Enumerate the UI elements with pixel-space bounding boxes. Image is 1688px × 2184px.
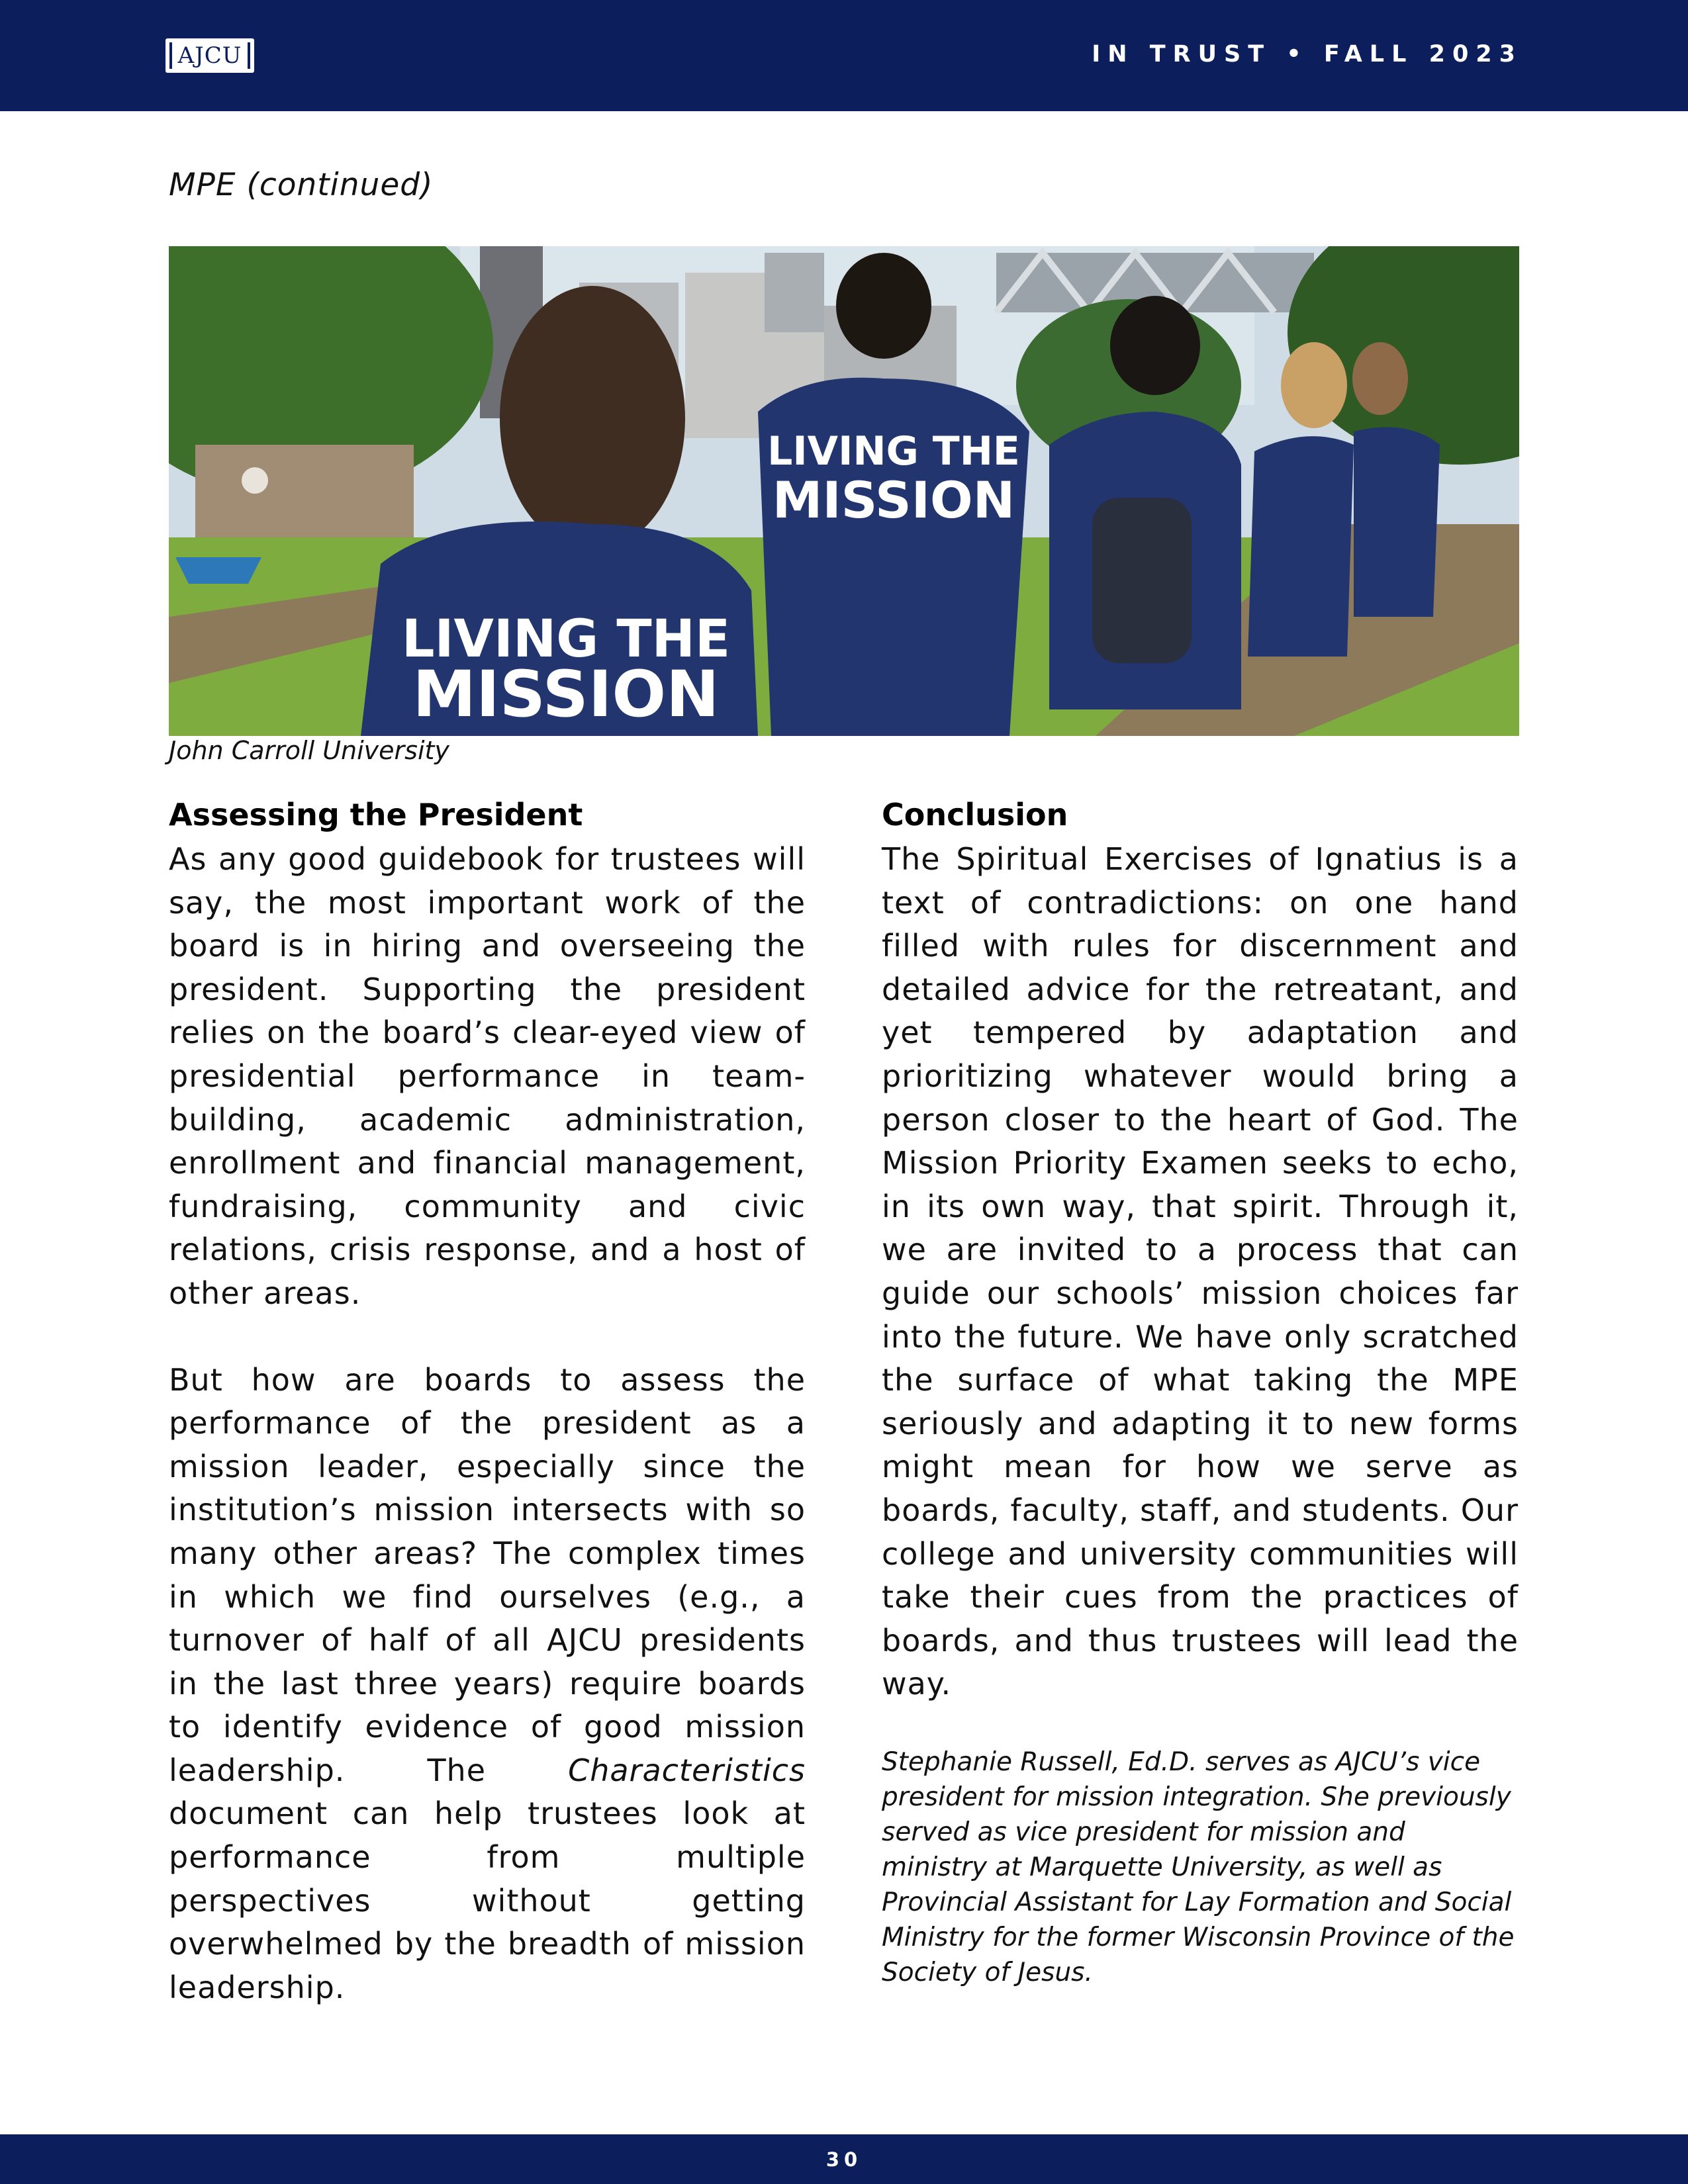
ajcu-logo[interactable]: AJCU xyxy=(165,38,254,73)
photo-caption: John Carroll University xyxy=(169,736,449,765)
page-header xyxy=(0,0,1688,111)
students-photo xyxy=(169,246,1519,736)
svg-text:LIVING THE: LIVING THE xyxy=(767,428,1020,475)
left-column xyxy=(169,792,806,2009)
page-footer xyxy=(0,2134,1688,2184)
svg-text:MISSION: MISSION xyxy=(772,471,1015,529)
continued-label: MPE (continued) xyxy=(169,167,434,203)
issue-label: IN TRUST • FALL 2023 xyxy=(1092,41,1523,68)
paragraph-2-after: document can help trustees look at performance from multiple perspectives without getting overwhelmed by the breadth of mission leadership. xyxy=(169,1796,806,2005)
assessing-heading: Assessing the President xyxy=(169,797,583,833)
assessing-paragraph-2 xyxy=(169,1359,806,2010)
conclusion-paragraph: The Spiritual Exercises of Ignatius is a text of contradictions: on one hand filled with rules for discernment and detailed advice for the retreatant, and yet tempered by adaptation and prioritizing whatever would bring a person closer to the heart of God. The Mission Priority Examen seeks to echo, in its own way, that spirit. Through it, we are invited to a process that can guide our schools’ mission choices far into the future. We have only scratched the surface of what taking the MPE seriously and adapting it to new forms might mean for how we serve as boards, faculty, staff, and students. Our college and university communities will take their cues from the practices of boards, and thus trustees will lead the way. xyxy=(882,841,1519,1702)
author-bio: Stephanie Russell, Ed.D. serves as AJCU’s vice president for mission integration. She previously served as vice president for mission and ministry at Marquette University, as well as Provincial Assistant for Lay Formation and Social Ministry for the former Wisconsin Province of the Society of Jesus. xyxy=(882,1747,1515,1987)
characteristics-italic: Characteristics xyxy=(568,1752,806,1788)
svg-text:LIVING THE: LIVING THE xyxy=(401,610,731,669)
paragraph-2-before: But how are boards to assess the performance of the president as a mission leader, especially since the institution’s mission intersects with so many other areas? The complex times in which we find ourselves (e.g., a turnover of half of all AJCU presidents in the last three years) require boards to identify evidence of good mission leadership. The xyxy=(169,1361,806,1788)
assessing-paragraph-1: As any good guidebook for trustees will say, the most important work of the board is in hiring and overseeing the president. Supporting the president relies on the board’s clear-eyed view of presidential performance in team-building, academic administration, enrollment and financial management, fundraising, community and civic relations, crisis response, and a host of other areas. xyxy=(169,841,806,1311)
svg-text:MISSION: MISSION xyxy=(412,657,720,731)
page-number: 30 xyxy=(825,2148,863,2171)
conclusion-heading: Conclusion xyxy=(882,797,1068,833)
right-column xyxy=(882,792,1519,2016)
